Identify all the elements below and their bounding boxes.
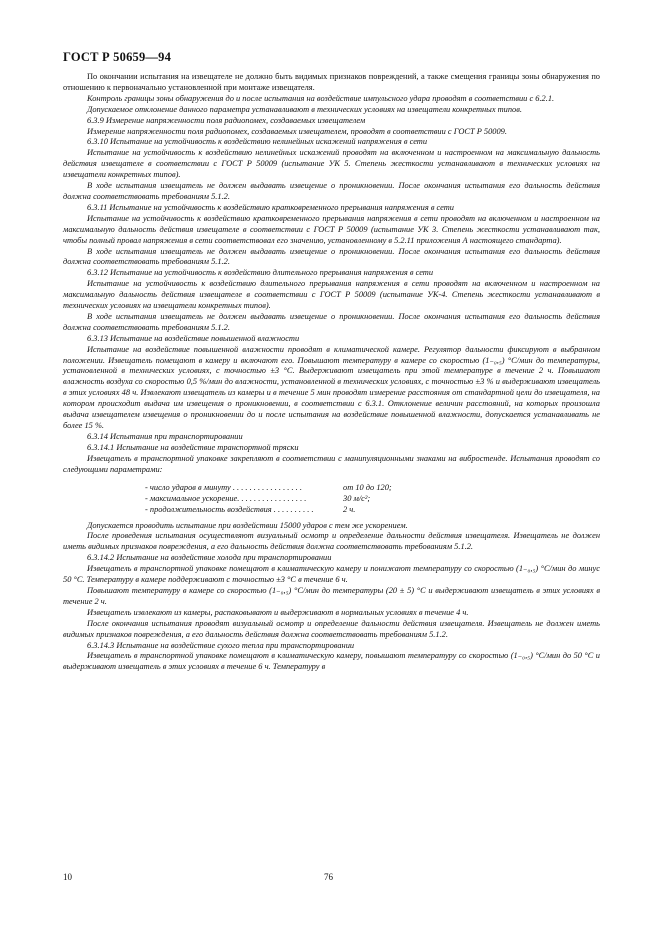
section-heading: 6.3.14.2 Испытание на воздействие холода при транспортировании — [87, 553, 332, 563]
paragraph: Извещатель в транспортной упаковке помещают в климатическую камеру, повышают температуру со скоростью (1₋₀,₅) °С/мин до 50 °С и выдерживают извещатель в этих условиях в течение 6 ч. Температуру в — [63, 651, 600, 672]
paragraph: Повышают температуру в камере со скоростью (1₋₀,₅) °С/мин до температуры (20 ± 5) °С и выдерживают извещатель в этих условиях в течение 2 ч. — [63, 585, 600, 606]
list-item-value: от 10 до 120; — [343, 482, 392, 492]
paragraph: Испытание на устойчивость к воздействию нелинейных искажений проводят на включенном и настроенном на максимальную дальность действия извещателе в соответствии с ГОСТ Р 50009 (испытание УК 5. Степень жесткости устанавливают в технических условиях на извещатели конкретных типов). — [63, 148, 600, 180]
list-item-label: - число ударов в минуту . . . . . . . . . . . . . . . . . — [145, 482, 302, 492]
paragraph: Измерение напряженности поля радиопомех, создаваемых извещателем, проводят в соответствии с ГОСТ Р 50009. — [87, 126, 507, 136]
paragraph: По окончании испытания на извещателе не должно быть видимых признаков повреждений, а также смещения границы зоны обнаружения по отношению к первоначально установленной при монтаже извещателя. — [63, 72, 600, 92]
page-number: 76 — [324, 872, 333, 882]
list-item-value: 2 ч. — [343, 504, 356, 514]
section-heading: 6.3.14.1 Испытание на воздействие транспортной тряски — [87, 442, 299, 452]
list-item — [145, 493, 600, 504]
list-item-label: - продолжительность воздействия . . . . . . . . . . — [145, 504, 314, 514]
paragraph: Испытание на устойчивость к воздействию кратковременного прерывания напряжения в сети проводят на включенном и настроенном на максимальную дальность действия извещателе в соответствии с ГОСТ Р 50009 (испытание УК 3. Степень жесткости устанавливают так, чтобы полный провал напряжения в сети соответствовал его значению, установленному в 5.2.11 приложения А настоящего стандарта). — [63, 213, 600, 245]
section-heading: 6.3.14.3 Испытание на воздействие сухого тепла при транспортировании — [87, 640, 355, 650]
list-item-value: 30 м/с²; — [343, 493, 371, 503]
list-item — [145, 504, 600, 515]
section-heading: 6.3.9 Измерение напряженности поля радиопомех, создаваемых извещателем — [87, 115, 366, 125]
document-body — [63, 72, 600, 673]
paragraph: Извещатель в транспортной упаковке закрепляют в соответствии с манипуляционными знаками на вибростенде. Испытания проводят со следующими параметрами: — [63, 453, 600, 474]
paragraph: Допускается проводить испытание при воздействии 15000 ударов с тем же ускорением. — [87, 520, 408, 530]
footer-left-number: 10 — [63, 872, 72, 882]
section-heading: 6.3.14 Испытания при транспортировании — [87, 431, 243, 441]
section-heading: 6.3.13 Испытание на воздействие повышенной влажности — [87, 333, 300, 343]
document-header: ГОСТ Р 50659—94 — [63, 50, 172, 64]
paragraph: После проведения испытания осуществляют визуальный осмотр и определение дальности действия извещателя. Извещатель не должен иметь видимых признаков повреждения, а его дальность действия должна соответствовать требованиям 5.1.2. — [63, 531, 600, 552]
parameter-list — [145, 482, 600, 515]
list-item-label: - максимальное ускорение. . . . . . . . . . . . . . . . . — [145, 493, 307, 503]
paragraph: В ходе испытания извещатель не должен выдавать извещение о проникновении. После окончания испытания его дальность действия должна соответствовать требованиям 5.1.2. — [63, 181, 600, 201]
paragraph: В ходе испытания извещатель не должен выдавать извещение о проникновении. После окончания испытания его дальность действия должна соответствовать требованиям 5.1.2. — [63, 246, 600, 267]
paragraph: После окончания испытания проводят визуальный осмотр и определение дальности действия извещателя. Извещатель не должен иметь видимых признаков повреждения, а его дальность действия должна соответствовать требованиям 5.1.2. — [63, 618, 600, 639]
section-heading: 6.3.11 Испытание на устойчивость к воздействию кратковременного прерывания напряжения в сети — [87, 202, 454, 212]
paragraph: В ходе испытания извещатель не должен выдавать извещение о проникновении. После окончания испытания его дальность действия должна соответствовать требованиям 5.1.2. — [63, 311, 600, 332]
list-item — [145, 482, 600, 493]
paragraph: Испытание на воздействие повышенной влажности проводят в климатической камере. Регулятор дальности фиксируют в выбранном положении. Извещатель помещают в камеру и включают его. Повышают температуру в камере со скоростью (1₋₀,₅) °С/мин до температуры, установленной в технических условиях, с точностью ±3 °С. Выдерживают извещатель при этой температуре в течение 2 ч. Повышают влажность воздуха со скоростью 0,5 %/мин до влажности, установленной в технических условиях, с точностью ±3 % и выдерживают извещатель в этих условиях 48 ч. Извлекают извещатель из камеры и в течение 5 мин проводят измерение расстояния от стандартной цели до извещателя, на котором происходит выдача им извещения о проникновении, в соответствии с 6.3.1. Отклонение величин расстояний, на которых произошла выдача извещателем извещения о проникновении до и после испытания на воздействие повышенной влажности, допускается устанавливать не более 15 %. — [63, 344, 600, 430]
paragraph: Контроль границы зоны обнаружения до и после испытания на воздействие импульсного удара проводят в соответствии с 6.2.1. — [87, 93, 555, 103]
paragraph: Испытание на устойчивость к воздействию длительного прерывания напряжения в сети проводят на включенном и настроенном на максимальную дальность действия извещателе в соответствии с ГОСТ Р 50009 (испытание УК-4. Степень жесткости устанавливают в технических условиях на извещатели конкретных типов). — [63, 279, 600, 311]
section-heading: 6.3.10 Испытание на устойчивость к воздействию нелинейных искажений напряжения в сети — [87, 137, 428, 147]
section-heading: 6.3.12 Испытание на устойчивость к воздействию длительного прерывания напряжения в сети — [87, 268, 434, 278]
paragraph: Извещатель в транспортной упаковке помещают в климатическую камеру и понижают температуру со скоростью (1₋₀,₅) °С/мин до минус 50 °С. Температуру в камере поддерживают с точностью ±3 °С в течение 6 ч. — [63, 564, 600, 585]
paragraph: Допускаемое отклонение данного параметра устанавливают в технических условиях на извещатели конкретных типов. — [87, 104, 522, 114]
paragraph: Извещатель извлекают из камеры, распаковывают и выдерживают в нормальных условиях в течение 4 ч. — [87, 607, 469, 617]
